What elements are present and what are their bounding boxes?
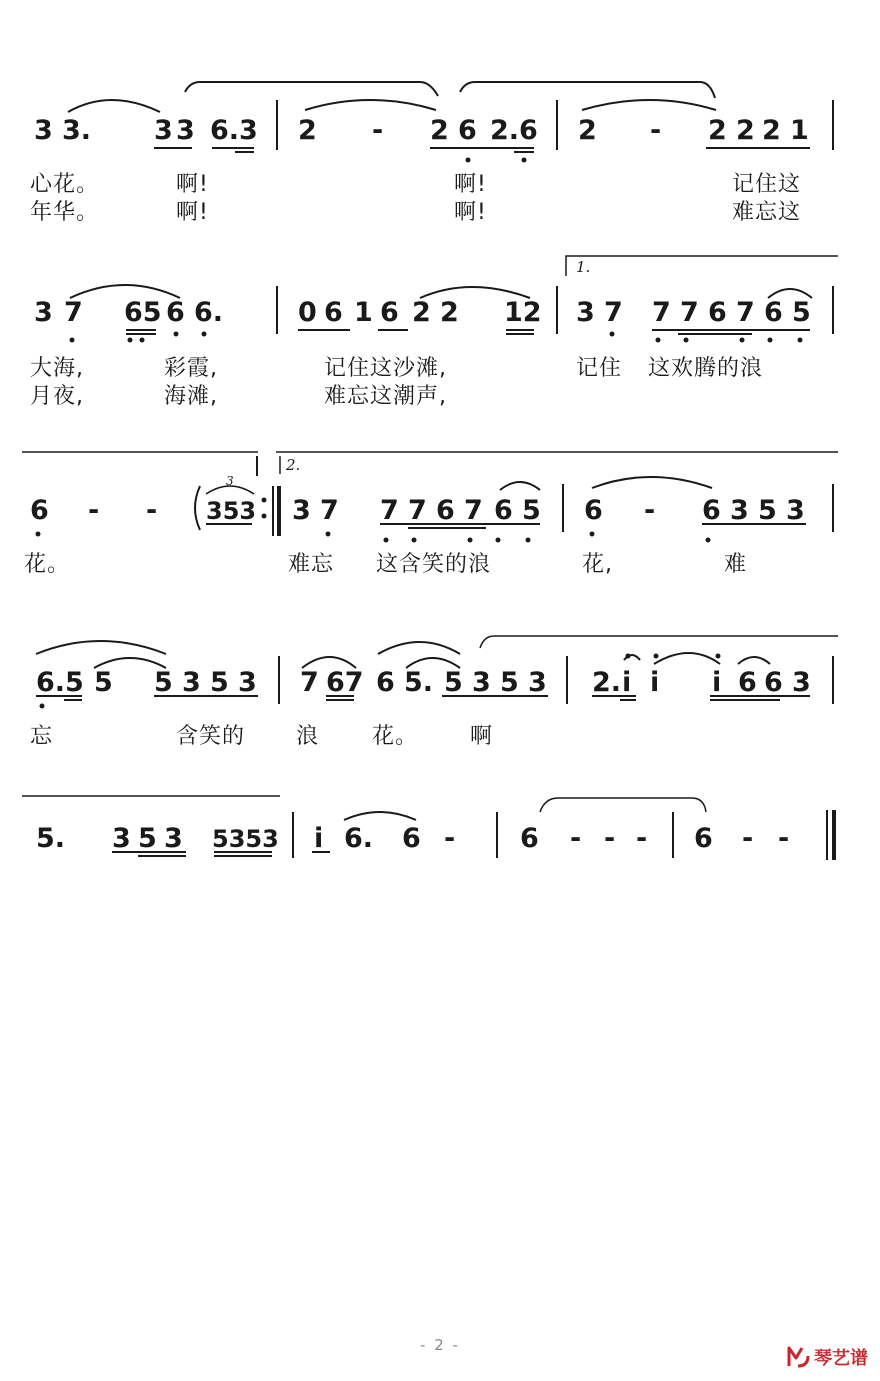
barline: [292, 812, 294, 858]
note: 7: [380, 495, 399, 526]
lyric: 花。: [372, 724, 419, 749]
note: 5: [758, 495, 777, 526]
note: 2: [298, 115, 317, 146]
note: i: [712, 667, 722, 698]
note: 2.: [592, 667, 622, 698]
note: 5353: [212, 825, 279, 853]
note: 5.: [36, 823, 66, 854]
note: 6: [166, 297, 185, 328]
note: 6: [584, 495, 603, 526]
note: 5: [444, 667, 463, 698]
lyric: 难忘: [288, 552, 335, 577]
note: 3.: [62, 115, 92, 146]
note: 2: [736, 115, 755, 146]
lyric: 难忘这潮声,: [324, 384, 447, 409]
note: 6: [494, 495, 513, 526]
logo-icon: [786, 1344, 812, 1370]
lyric: 啊!: [176, 200, 209, 225]
note: 7: [736, 297, 755, 328]
note: 7: [408, 495, 427, 526]
note: i: [314, 823, 324, 854]
note: 6: [694, 823, 713, 854]
note: 2: [430, 115, 449, 146]
note: 3: [528, 667, 547, 698]
lyric: 记住这沙滩,: [324, 356, 447, 381]
lyric: 这含笑的浪: [376, 552, 492, 577]
note: 6: [436, 495, 455, 526]
lyric: 啊: [470, 724, 494, 749]
note: 3: [34, 297, 53, 328]
note: 6: [30, 495, 49, 526]
lyric: 啊!: [454, 172, 487, 197]
note: -: [444, 823, 456, 854]
lyric: 记住这: [732, 172, 802, 197]
lyric: 含笑的: [176, 724, 246, 749]
note: 7: [320, 495, 339, 526]
note: 6: [738, 667, 757, 698]
tuplet-label: 3: [226, 474, 234, 488]
note: 6.5: [36, 667, 84, 698]
note: 5: [500, 667, 519, 698]
note: 3: [164, 823, 183, 854]
note: i: [650, 667, 660, 698]
lyric: 大海,: [30, 356, 84, 381]
note: 1: [354, 297, 373, 328]
note: 1: [790, 115, 809, 146]
note: 353: [206, 497, 257, 525]
note: 6: [402, 823, 421, 854]
note: 3: [792, 667, 811, 698]
note: 3: [34, 115, 53, 146]
note: 6.3: [210, 115, 258, 146]
note: 6: [324, 297, 343, 328]
lyric: 花,: [582, 552, 613, 577]
note: 2: [412, 297, 431, 328]
note: 3: [472, 667, 491, 698]
note: 6: [376, 667, 395, 698]
note: 6: [520, 823, 539, 854]
lyric: 难忘这: [732, 200, 802, 225]
note: 6.: [194, 297, 224, 328]
note: 6.: [344, 823, 374, 854]
note: 3: [112, 823, 131, 854]
note: 0: [298, 297, 317, 328]
lyric: 彩霞,: [164, 356, 218, 381]
note: 12: [504, 297, 542, 328]
note: 5: [792, 297, 811, 328]
note: 5: [94, 667, 113, 698]
barline: [496, 812, 498, 858]
barline: [672, 812, 674, 858]
note: 3: [154, 115, 173, 146]
note: -: [636, 823, 648, 854]
volta-1-label: 1.: [576, 258, 591, 276]
note: 3: [238, 667, 257, 698]
note: 67: [326, 667, 364, 698]
note: 3: [182, 667, 201, 698]
lyric: 这欢腾的浪: [648, 356, 764, 381]
final-barline: [826, 810, 828, 860]
lyric: 年华。: [30, 200, 100, 225]
note: 6: [764, 297, 783, 328]
note: 6: [764, 667, 783, 698]
note: -: [570, 823, 582, 854]
note: i: [622, 667, 632, 698]
note: 7: [64, 297, 83, 328]
note: 3: [730, 495, 749, 526]
lyric: 海滩,: [164, 384, 218, 409]
lyric: 浪: [296, 724, 320, 749]
note: 7: [652, 297, 671, 328]
note: 5: [154, 667, 173, 698]
note: 5: [138, 823, 157, 854]
note: -: [604, 823, 616, 854]
lyric: 月夜,: [30, 384, 84, 409]
note: 3: [576, 297, 595, 328]
lyric: 花。: [24, 552, 71, 577]
note: 7: [604, 297, 623, 328]
note: 65: [124, 297, 162, 328]
lyric: 心花。: [30, 172, 100, 197]
lyric: 啊!: [454, 200, 487, 225]
note: 5: [522, 495, 541, 526]
note: -: [778, 823, 790, 854]
note: -: [88, 495, 100, 526]
lyric: 难: [724, 552, 748, 577]
system-5-notes: [0, 824, 880, 864]
note: -: [742, 823, 754, 854]
note: 2: [762, 115, 781, 146]
note: -: [146, 495, 158, 526]
lyric: 啊!: [176, 172, 209, 197]
site-logo: [786, 1342, 876, 1372]
note: -: [644, 495, 656, 526]
note: 7: [464, 495, 483, 526]
note: 6: [702, 495, 721, 526]
note: 2: [578, 115, 597, 146]
note: 7: [680, 297, 699, 328]
lyric: 记住: [576, 356, 623, 381]
note: -: [372, 115, 384, 146]
note: 6: [380, 297, 399, 328]
note: 5: [210, 667, 229, 698]
note: 3: [786, 495, 805, 526]
note: -: [650, 115, 662, 146]
lyric: 忘: [30, 724, 54, 749]
note: 3: [292, 495, 311, 526]
note: 5.: [404, 667, 434, 698]
note: 2.6: [490, 115, 538, 146]
note: 2: [440, 297, 459, 328]
final-barline: [832, 810, 836, 860]
page-number: - 2 -: [420, 1336, 460, 1354]
logo-text: 琴艺谱: [814, 1348, 868, 1369]
note: 7: [300, 667, 319, 698]
note: 3: [176, 115, 195, 146]
note: 2: [708, 115, 727, 146]
note: 6: [458, 115, 477, 146]
note: 6: [708, 297, 727, 328]
volta-2-label: 2.: [286, 456, 301, 474]
